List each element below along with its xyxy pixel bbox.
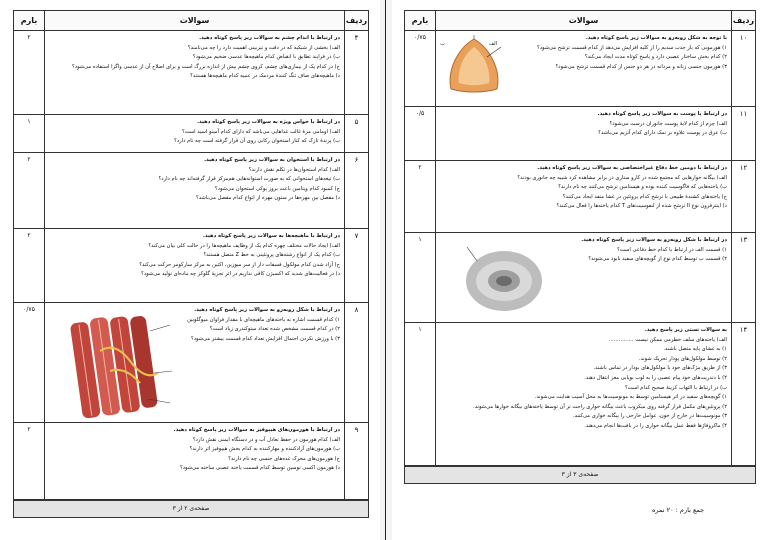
question-stem: در ارتباط با شکل روبه‌رو به سوالات زیر پاسخ کوتاه دهید. <box>194 307 340 313</box>
question-item: ب) در ارتباط با التهاب کزینهٔ صحیح کدام است؟ <box>625 384 727 391</box>
question-item: ۳) از طریق مژک‌های خود با مولکول‌های بودار در تماس باشند. <box>593 365 727 372</box>
question-table <box>404 10 756 484</box>
question-stem: در ارتباط با ماهیچه‌ها به سوالات زیر پاسخ کوتاه دهید. <box>202 233 340 239</box>
question-item: ج) کمبود کدام ویتامین باعث بروز پوکی استخوان می‌شود؟ <box>214 185 340 192</box>
question-row <box>14 115 368 153</box>
svg-text:ب: ب <box>440 41 445 47</box>
question-body <box>435 107 731 160</box>
table-header <box>14 11 368 31</box>
question-item: د) هورمون اکسی توسین توسط کدام قسمت یاخته عصبی ساخته می‌شود؟ <box>179 465 340 472</box>
question-score: ۲ <box>27 156 31 163</box>
question-item: الف) بیگانه خوارهایی که مجتمع شده در کارو ستاری در برابر مشاهده کرد شبیه چه جانوری بودند؟ <box>517 174 727 181</box>
question-item: ۲) پروتئین‌های مکمل قرار گرفته روی میکروب باعث بیگانه خواری راحت تر آن توسط یاخته‌های بیگانه خوارها می‌شوند. <box>473 403 727 410</box>
question-item: ۱) هورمونی که باز جذب سدیم را از کلیه افزایش می‌دهد از کدام قسمت ترشح می‌شود؟ <box>536 44 727 51</box>
question-row <box>14 229 368 303</box>
question-score: ۲ <box>27 34 31 41</box>
exam-page-3 <box>392 0 768 540</box>
question-item: الف) بخشی از شبکیه که در دقت و تیزبینی اهمیت دارد را چه می‌نامند؟ <box>187 44 340 51</box>
question-item: ۲) قسمت ب توسط کدام نوع از گویچه‌های سفید نابود می‌شوند؟ <box>588 256 727 263</box>
question-body <box>44 153 344 228</box>
question-body <box>44 423 344 500</box>
question-item: ب) پرندهٔ تازک که کنار استخوان رکابی روی آن قرار گرفته است چه نام دارد؟ <box>174 138 340 145</box>
question-stem: با توجه به شکل روبه‌رو به سوالات زیر پاسخ کوتاه دهید. <box>585 35 727 41</box>
question-row <box>14 153 368 229</box>
question-score: ۲ <box>27 426 31 433</box>
header-number: ردیف <box>731 11 755 30</box>
question-body <box>435 323 731 466</box>
question-item: ج) یاخته‌های کشندهٔ طبیعی با ترشح کدام پروتئین در غشا منفذ ایجاد می‌کنند؟ <box>562 193 727 200</box>
header-score: بارم <box>411 16 429 25</box>
question-number: ۱۳ <box>731 233 755 322</box>
question-score: ۰/۷۵ <box>23 306 35 313</box>
question-number: ۷ <box>344 229 368 302</box>
exam-page-2 <box>0 0 380 540</box>
question-stem: در ارتباط با پوست به سوالات زیر پاسخ کوتاه دهید. <box>597 111 727 117</box>
adrenal-gland-figure <box>440 35 505 97</box>
question-item: د) ماهیچه‌های صاف تنگ کنندهٔ مردمک در عنبیه کدام ماهیچه‌ها هستند؟ <box>190 73 340 80</box>
question-number: ۹ <box>344 423 368 500</box>
question-stem: در ارتباط با اندام چشم به سوالات زیر پاسخ کوتاه دهید. <box>199 35 340 41</box>
question-item: د) در فعالیت‌های شدید که اکسیژن کافی نداریم در اثر تجزیهٔ گلوکز چه ماده‌ای تولید می‌شود؟ <box>141 271 340 278</box>
question-row <box>14 423 368 501</box>
question-number: ۵ <box>344 115 368 152</box>
question-item: ۴) ماکروفاژها فقط عمل بیگانه خواری را در بافت‌ها انجام می‌دهند. <box>584 422 727 429</box>
question-item: ج) هورمون‌های محرک غده‌های جنسی چه نام دارند؟ <box>228 455 340 462</box>
question-row <box>405 107 755 161</box>
question-item: ۲) در کدام قسمت مشخص شده تعداد میتوکندری زیاد است؟ <box>209 326 340 333</box>
question-item: ب) تیغه‌های استخوانی که به صورت استوانه‌هایی هم‌مرکز قرار گرفته‌اند چه نام دارد؟ <box>158 176 340 183</box>
question-item: د) اینترفرون نوع II ترشح شده از لنفوسیت‌های T کدام یاخته‌ها را فعال می‌کنند؟ <box>556 203 727 210</box>
question-row <box>405 323 755 467</box>
question-item: الف) اومامی مزهٔ غالب غذاهایی می‌باشد که دارای کدام آمینو اسید است؟ <box>181 128 340 135</box>
question-score: ۱ <box>418 326 422 333</box>
question-item: ب) کدام یک از انواع رشته‌های پروتئینی به خط Z متصل هستند؟ <box>203 252 340 259</box>
header-score: بارم <box>20 16 38 25</box>
question-item: ۳) هورمون جنسی زنانه و مردانه در هر دو جنس از کدام قسمت ترشح می‌شود؟ <box>555 63 727 70</box>
question-score: ۱ <box>27 118 31 125</box>
question-number: ۸ <box>344 303 368 422</box>
question-item: ب) هورمون‌های آزادکننده و مهارکننده به کدام بخش هیپوفیز اثر دارند؟ <box>189 446 340 453</box>
question-item: الف) یاخته‌های سلف خطرمی ممکن نیست ............... <box>608 336 727 343</box>
question-item: ۱) قسمت الف در ارتباط با کدام خط دفاعی است؟ <box>617 246 727 253</box>
question-item: ۳) با ورزش نکردن احتمال افزایش تعداد کدام قسمت بیشتر می‌شود؟ <box>190 335 340 342</box>
question-stem: در ارتباط با حواس ویژه به سوالات زیر پاسخ کوتاه دهید. <box>197 119 340 125</box>
question-stem: در ارتباط با استخوان به سوالات زیر پاسخ کوتاه دهید. <box>204 157 340 163</box>
question-item: ب) در فرایند تطابق با انقباض کدام ماهیچه‌ها عدسی ضخیم می‌شود؟ <box>192 54 340 61</box>
svg-text:الف: الف <box>488 41 497 47</box>
question-item: ۴) با دندریت‌های خود پیام عصبی را به لوب بویایی مغز انتقال دهند. <box>584 374 727 381</box>
question-item: ۱) به غشای پایه متصل باشند. <box>663 346 727 353</box>
question-number: ۶ <box>344 153 368 228</box>
question-number: ۴ <box>344 31 368 114</box>
question-body <box>44 31 344 114</box>
question-item: الف) کدام هورمون در حفظ تعادل آب و در دستگاه ایمنی نقش دارد؟ <box>192 436 340 443</box>
header-number: ردیف <box>344 11 368 30</box>
question-score: ۱ <box>418 236 422 243</box>
question-row <box>14 303 368 423</box>
question-item: ۳) مونوسیت‌ها در خارج از خون، عوامل خارجی را بیگانه خواری می‌کنند. <box>573 413 727 420</box>
page-divider <box>385 0 386 540</box>
question-stem: در ارتباط با دومین خط دفاع غیراختصاصی به سوالات زیر پاسخ کوتاه دهید. <box>537 165 727 171</box>
question-item: د) مفصل بین مهره‌ها در ستون مهره از انواع کدام مفصل می‌باشد؟ <box>196 195 340 202</box>
header-questions: سوالات <box>44 11 344 30</box>
page-footer: صفحه‌ی ۳ از ۳ <box>405 465 755 483</box>
question-stem: به سوالات تستی زیر پاسخ دهید. <box>644 327 727 333</box>
membrane-pore-figure <box>463 239 545 317</box>
question-item: ب) عرق در پوست علاوه بر نمک دارای کدام آنزیم می‌باشد؟ <box>598 130 727 137</box>
question-item: الف) کدام استخوان‌ها در تکلم نقش دارند؟ <box>248 166 340 173</box>
question-item: ۲) توسط مولکول‌های پودار تحریک شوند. <box>638 355 727 362</box>
question-body <box>44 229 344 302</box>
table-header <box>405 11 755 31</box>
page-footer: صفحه‌ی ۲ از ۳ <box>14 499 368 517</box>
question-item: ۱) گویچه‌های سفید در اثر هیستامین توسط به مونوسیت‌ها به محل آسیب هدایت می‌شوند. <box>534 394 727 401</box>
question-body <box>44 115 344 152</box>
question-number: ۱۴ <box>731 323 755 466</box>
question-item: ۲) کدام بخش ساختار عصبی دارد و پاسخ کوتاه مدت ایجاد می‌کند؟ <box>584 54 727 61</box>
question-stem: در ارتباط با شکل روبه‌رو به سوالات زیر پاسخ کوتاه دهید. <box>581 237 727 243</box>
question-table <box>13 10 369 518</box>
question-number: ۱۰ <box>731 31 755 106</box>
question-stem: در ارتباط با هورمون‌های هیپوفیز به سوالات زیر پاسخ کوتاه دهید. <box>173 427 340 433</box>
question-item: ج) در کدام یک از بیماری‌های چشم، کروی چشم بیش از اندازه بزرگ است و برای اصلاح آن از عدسی واگرا استفاده می‌شود؟ <box>72 63 340 70</box>
question-number: ۱۲ <box>731 161 755 232</box>
question-score: ۲ <box>418 164 422 171</box>
question-item: ج) آزاد شدن کدام مولکول فسفات دار از سر میوزین، اکتین به مرکز سارکومر حرکت می‌کند؟ <box>139 261 340 268</box>
muscle-fiber-figure <box>70 311 174 419</box>
header-questions: سوالات <box>435 11 731 30</box>
question-score: ۲ <box>27 232 31 239</box>
question-body <box>435 161 731 232</box>
question-row <box>14 31 368 115</box>
question-item: الف) چرم از کدام لایهٔ پوست جانوران درست می‌شود؟ <box>609 120 727 127</box>
question-item: الف) ایجاد حالات مختلف چهره کدام یک از وظایف ماهیچه‌ها را در حالت کلی بیان می‌کند؟ <box>148 242 340 249</box>
question-row <box>405 161 755 233</box>
question-item: ب) یاخته‌هایی که فاگوسیت کننده بوده و هیستامین ترشح می‌کنند چه نام دارند؟ <box>558 184 727 191</box>
question-number: ۱۱ <box>731 107 755 160</box>
question-item: ۱) کدام قسمت اشاره به یاخته‌های ماهیچه‌ای با مقدار فراوان میوگلوبین <box>187 316 340 323</box>
question-score: ۰/۷۵ <box>414 34 426 41</box>
total-score: جمع بارم : ۲۰ نمره <box>652 506 705 514</box>
question-row <box>405 233 755 323</box>
question-score: ۰/۵ <box>415 110 425 117</box>
